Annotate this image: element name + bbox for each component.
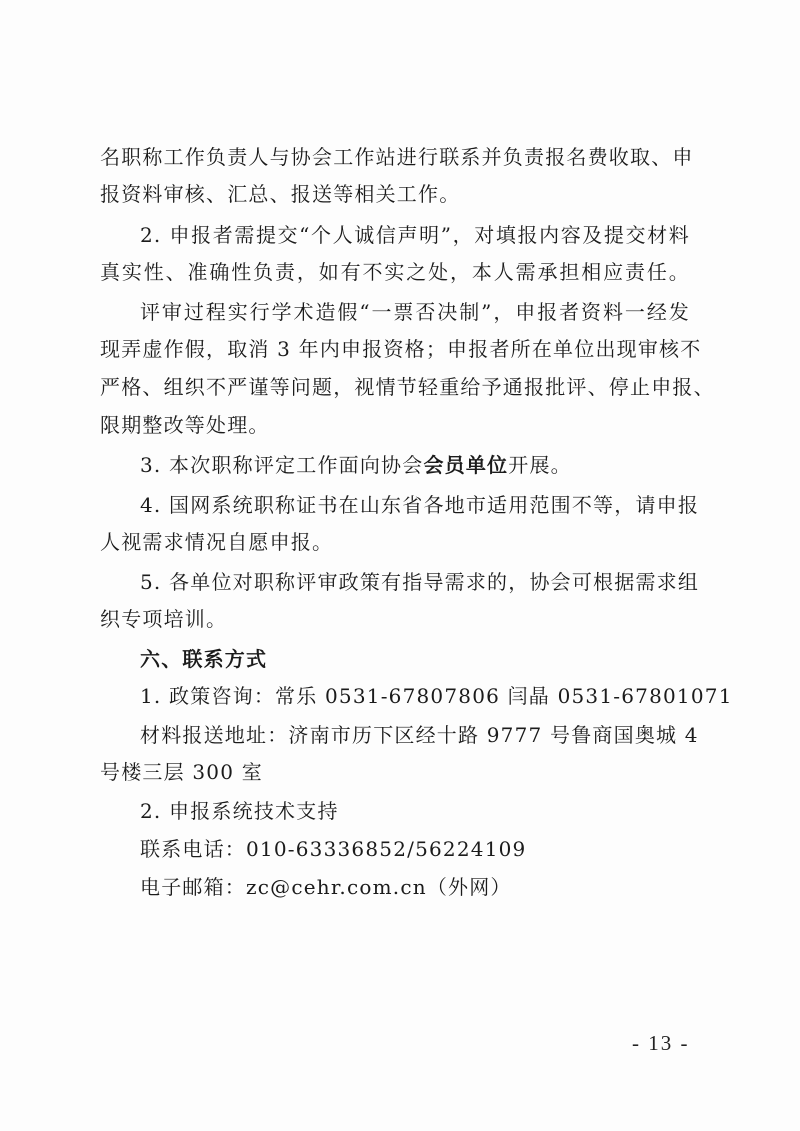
- paragraph-text: 开展。: [508, 453, 572, 477]
- paragraph-line: 名职称工作负责人与协会工作站进行联系并负责报名费收取、申: [100, 145, 694, 169]
- contact-address-line: 材料报送地址：济南市历下区经十路 9777 号鲁商国奥城 4: [140, 723, 699, 747]
- paragraph-line: 限期整改等处理。: [100, 413, 270, 437]
- page-number: - 13 -: [632, 1031, 690, 1055]
- paragraph-line: 人视需求情况自愿申报。: [100, 530, 334, 554]
- paragraph-line: 真实性、准确性负责，如有不实之处，本人需承担相应责任。: [100, 260, 690, 284]
- emphasis-member-units: 会员单位: [423, 453, 509, 477]
- paragraph-line: 2. 申报者需提交“个人诚信声明”，对填报内容及提交材料: [140, 223, 690, 247]
- paragraph-line: 5. 各单位对职称评审政策有指导需求的，协会可根据需求组: [140, 570, 700, 594]
- contact-email-line: 电子邮箱：zc@cehr.com.cn（外网）: [140, 875, 512, 899]
- contact-policy-line: 1. 政策咨询：常乐 0531-67807806 闫晶 0531-67801071: [140, 684, 733, 708]
- contact-support-title: 2. 申报系统技术支持: [140, 799, 339, 823]
- section-heading: 六、联系方式: [140, 647, 268, 671]
- paragraph-text: 3. 本次职称评定工作面向协会: [140, 453, 424, 477]
- paragraph-line: 报资料审核、汇总、报送等相关工作。: [100, 182, 461, 206]
- paragraph-line: 织专项培训。: [100, 607, 228, 631]
- paragraph-line: 现弄虚作假，取消 3 年内申报资格；申报者所在单位出现审核不: [100, 337, 702, 361]
- paragraph-line: 评审过程实行学术造假“一票否决制”，申报者资料一经发: [140, 300, 690, 324]
- paragraph-line: [140, 450, 572, 480]
- paragraph-line: 严格、组织不严谨等问题，视情节轻重给予通报批评、停止申报、: [100, 375, 715, 399]
- paragraph-line: 4. 国网系统职称证书在山东省各地市适用范围不等，请申报: [140, 493, 700, 517]
- contact-address-line: 号楼三层 300 室: [100, 760, 263, 784]
- contact-phone-line: 联系电话：010-63336852/56224109: [140, 837, 527, 861]
